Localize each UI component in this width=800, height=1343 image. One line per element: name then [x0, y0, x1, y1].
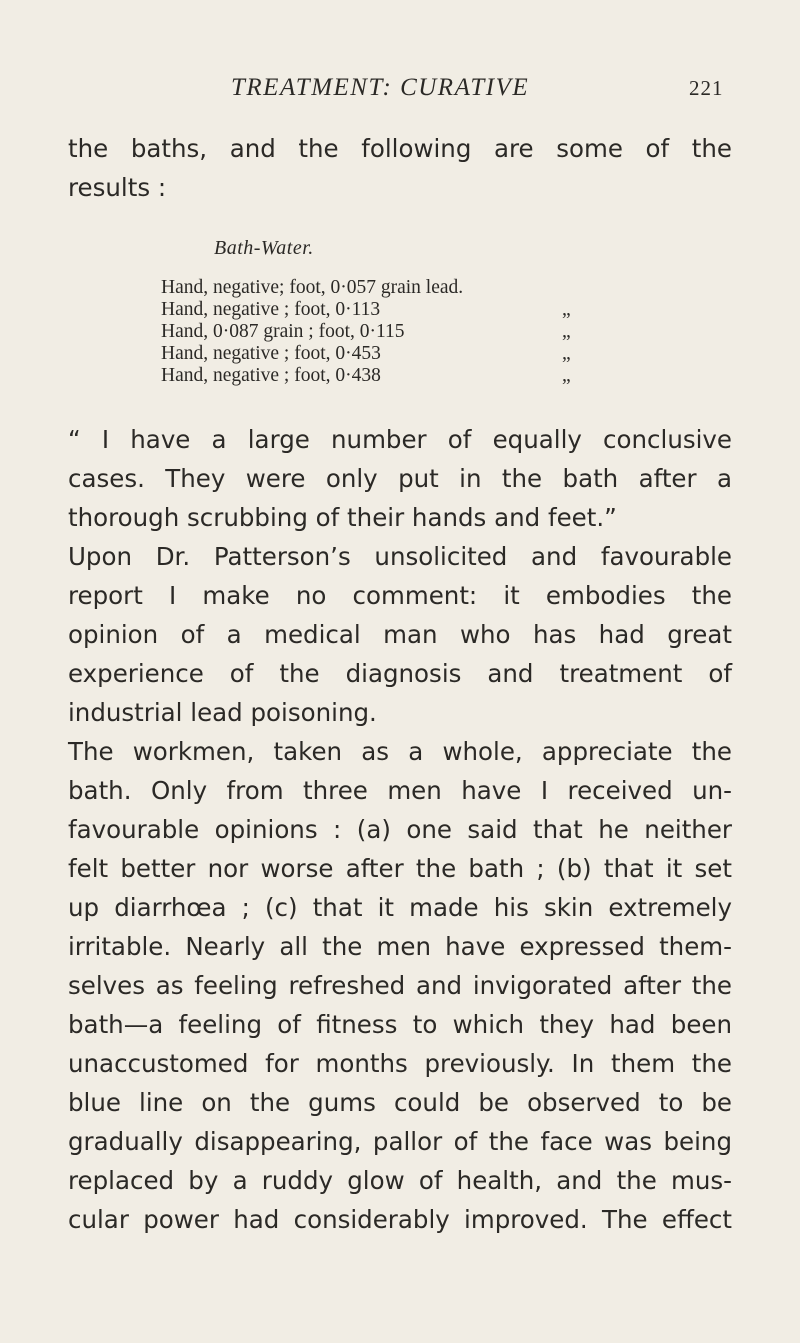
text-line: The workmen, taken as a whole, appreciate the: [68, 737, 732, 766]
result-text: Hand, negative ; foot, 0·453: [161, 343, 381, 364]
ditto-mark: [562, 277, 641, 299]
ditto-mark: „: [562, 299, 571, 320]
text-line: experience of the diagnosis and treatment of: [68, 659, 732, 688]
text-line: results :: [68, 173, 167, 202]
text-line: opinion of a medical man who has had great: [68, 620, 732, 649]
text-line: cular power had considerably improved. The effect: [68, 1205, 732, 1234]
result-text: Hand, negative ; foot, 0·113: [161, 299, 381, 320]
result-row: [161, 277, 641, 299]
table-caption: Bath-Water.: [214, 237, 314, 259]
text-line: up diarrhœa ; (c) that it made his skin extremely: [68, 893, 732, 922]
ditto-mark: „: [562, 321, 571, 342]
page-number: 221: [689, 76, 724, 100]
text-line: unaccustomed for months previously. In them the: [68, 1049, 732, 1078]
result-row: [161, 343, 641, 365]
text-line: report I make no comment: it embodies the: [68, 581, 732, 610]
result-text: Hand, 0·087 grain ; foot, 0·115: [161, 321, 405, 342]
page-header: [0, 74, 800, 108]
text-line: irritable. Nearly all the men have expressed them-: [68, 932, 732, 961]
text-line: gradually disappearing, pallor of the face was being: [68, 1127, 732, 1156]
text-line: favourable opinions : (a) one said that he neither: [68, 815, 732, 844]
ditto-mark: „: [562, 365, 571, 386]
result-text: Hand, negative; foot, 0·057 grain lead.: [161, 277, 464, 298]
results-list: [161, 277, 641, 387]
running-head: TREATMENT: CURATIVE: [231, 74, 530, 101]
intro-paragraph: [68, 129, 732, 207]
text-line: blue line on the gums could be observed to be: [68, 1088, 732, 1117]
text-line: the baths, and the following are some of the: [68, 134, 732, 163]
result-row: [161, 299, 641, 321]
text-line: replaced by a ruddy glow of health, and the mus-: [68, 1166, 732, 1195]
text-line: bath. Only from three men have I received un-: [68, 776, 732, 805]
text-line: thorough scrubbing of their hands and feet.”: [68, 503, 617, 532]
text-line: industrial lead poisoning.: [68, 698, 377, 727]
body-text: [68, 420, 732, 1239]
result-row: [161, 321, 641, 343]
text-line: felt better nor worse after the bath ; (b) that it set: [68, 854, 732, 883]
text-line: bath—a feeling of fitness to which they had been: [68, 1010, 732, 1039]
text-line: “ I have a large number of equally conclusive: [68, 425, 732, 454]
text-line: cases. They were only put in the bath after a: [68, 464, 732, 493]
ditto-mark: „: [562, 343, 571, 364]
result-row: [161, 365, 641, 387]
result-text: Hand, negative ; foot, 0·438: [161, 365, 381, 386]
text-line: Upon Dr. Patterson’s unsolicited and favourable: [68, 542, 732, 571]
text-line: selves as feeling refreshed and invigorated after the: [68, 971, 732, 1000]
